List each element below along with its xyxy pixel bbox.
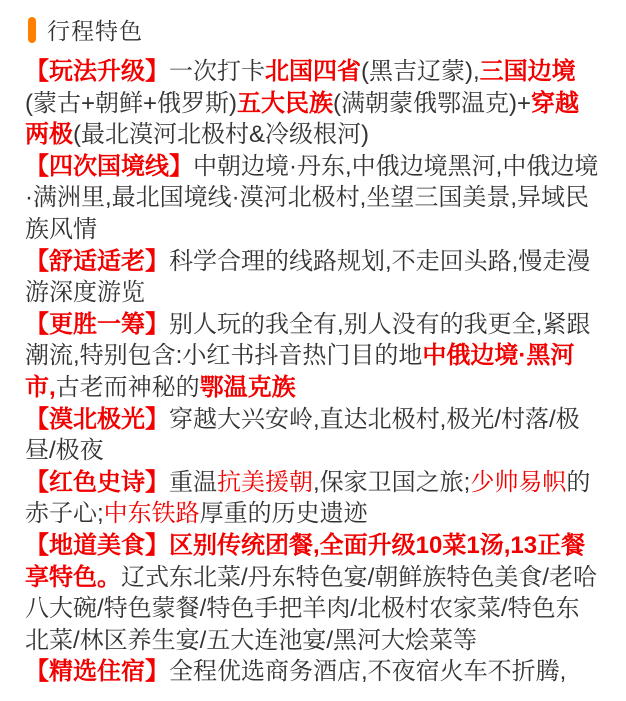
text-run: 中俄边境·黑河市, (25, 342, 575, 401)
text-run: 古老而神秘的 (55, 373, 200, 401)
text-run: 中东铁路 (103, 500, 200, 528)
paragraph-northern-aurora (25, 404, 602, 467)
text-run: (蒙古+朝鲜+俄罗斯) (25, 89, 238, 117)
text-run: 别人玩的我全有,别人没有的我更全,紧跟潮流,特别包含:小红书抖音热门目的地 (25, 310, 591, 370)
paragraph-play-upgrade (25, 56, 602, 151)
text-run: 【更胜一筹】 (25, 310, 169, 338)
text-run: 五大民族 (237, 89, 334, 117)
paragraph-four-border-lines (25, 151, 602, 246)
section-header (28, 14, 626, 45)
text-run: (最北漠河北极村&冷级根河) (73, 121, 369, 149)
text-run: 三国边境 (479, 58, 576, 85)
section-accent-bar-icon (28, 17, 36, 43)
text-run: 【四次国境线】 (25, 152, 193, 180)
text-run: 鄂温克族 (199, 373, 296, 401)
text-run: 一次打卡 (169, 58, 265, 85)
text-run: 全程优选商务酒店,不夜宿火车不折腾, (169, 658, 567, 686)
text-run: 的赤子心; (25, 468, 591, 528)
text-run: 科学合理的线路规划,不走回头路,慢走漫游深度游览 (25, 247, 591, 307)
text-run: ,保家卫国之旅; (313, 468, 471, 496)
paragraph-red-epic (25, 467, 602, 530)
text-run: 【精选住宿】 (25, 658, 169, 686)
text-run: 少帅易帜 (470, 468, 567, 496)
text-run: 【漠北极光】 (25, 405, 169, 433)
text-run: 【玩法升级】 (25, 58, 169, 85)
page-title: 行程特色 (47, 18, 143, 44)
text-run: 厚重的历史遗迹 (199, 500, 368, 528)
text-run: (满朝蒙俄鄂温克)+ (333, 89, 532, 117)
paragraph-one-step-ahead (25, 309, 602, 404)
text-run: 穿越两极 (25, 89, 580, 149)
paragraph-authentic-food (25, 530, 602, 656)
text-run: 北国四省 (265, 58, 361, 85)
text-run: 【地道美食】区别传统团餐,全面升级10菜1汤,13正餐享特色。 (25, 531, 586, 591)
text-run: (黑吉辽蒙), (361, 58, 480, 85)
text-run: 【舒适适老】 (25, 247, 169, 275)
paragraph-comfort-senior (25, 246, 602, 309)
text-run: 中朝边境·丹东,中俄边境黑河,中俄边境·满洲里,最北国境线·漠河北极村,坐望三国美景,异域民族风情 (25, 152, 599, 243)
text-run: 辽式东北菜/丹东特色宴/朝鲜族特色美食/老哈八大碗/特色蒙餐/特色手把羊肉/北极村农家菜/特色东北菜/林区养生宴/五大连池宴/黑河大烩菜等 (25, 563, 598, 654)
text-run: 穿越大兴安岭,直达北极村,极光/村落/极昼/极夜 (25, 405, 580, 465)
text-run: 重温 (169, 468, 217, 496)
feature-list (25, 56, 602, 688)
text-run: 抗美援朝 (217, 468, 313, 496)
text-run: 【红色史诗】 (25, 468, 169, 496)
paragraph-selected-hotels (25, 656, 602, 688)
